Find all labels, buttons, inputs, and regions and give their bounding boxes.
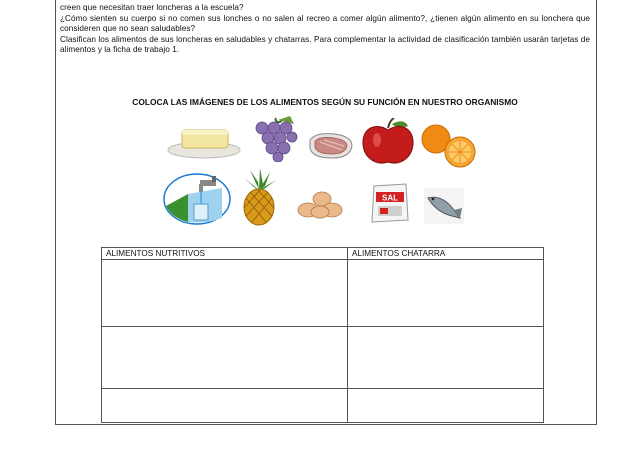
oranges-image xyxy=(418,124,480,168)
water-faucet-image xyxy=(162,172,232,226)
meat-image xyxy=(306,130,356,162)
activity-heading: COLOCA LAS IMÁGENES DE LOS ALIMENTOS SEGÚN SU FUNCIÓN EN NUESTRO ORGANISMO xyxy=(132,97,518,107)
table-cell xyxy=(348,260,544,327)
table-cell xyxy=(102,389,348,423)
column-header-junk: ALIMENTOS CHATARRA xyxy=(348,248,544,260)
salt-label: SAL xyxy=(382,193,398,203)
fish-image xyxy=(424,188,464,224)
table-cell xyxy=(102,327,348,389)
apple-image xyxy=(360,118,416,166)
table-cell xyxy=(348,389,544,423)
table-cell xyxy=(102,260,348,327)
salt-package-image xyxy=(370,182,410,224)
intro-line-2: ¿Cómo sienten su cuerpo si no comen sus lonches o no salen al recreo a comer algún alimento?, ¿tienen algún alimento en su lonchera que consideren que no sean saludables? xyxy=(60,13,590,34)
pineapple-image xyxy=(236,168,282,226)
classification-table xyxy=(101,247,544,423)
intro-text xyxy=(60,3,590,56)
grapes-image xyxy=(250,116,302,162)
eggs-image xyxy=(296,190,346,220)
intro-line-1: creen que necesitan traer loncheras a la escuela? xyxy=(60,3,244,12)
butter-image xyxy=(166,124,242,160)
column-header-nutritive: ALIMENTOS NUTRITIVOS xyxy=(102,248,348,260)
table-cell xyxy=(348,327,544,389)
intro-line-3: Clasifican los alimentos de sus loncheras en saludables y chatarras. Para complementar la actividad de clasificación también usarán tarjetas de alimentos y la ficha de trabajo 1. xyxy=(60,34,590,55)
